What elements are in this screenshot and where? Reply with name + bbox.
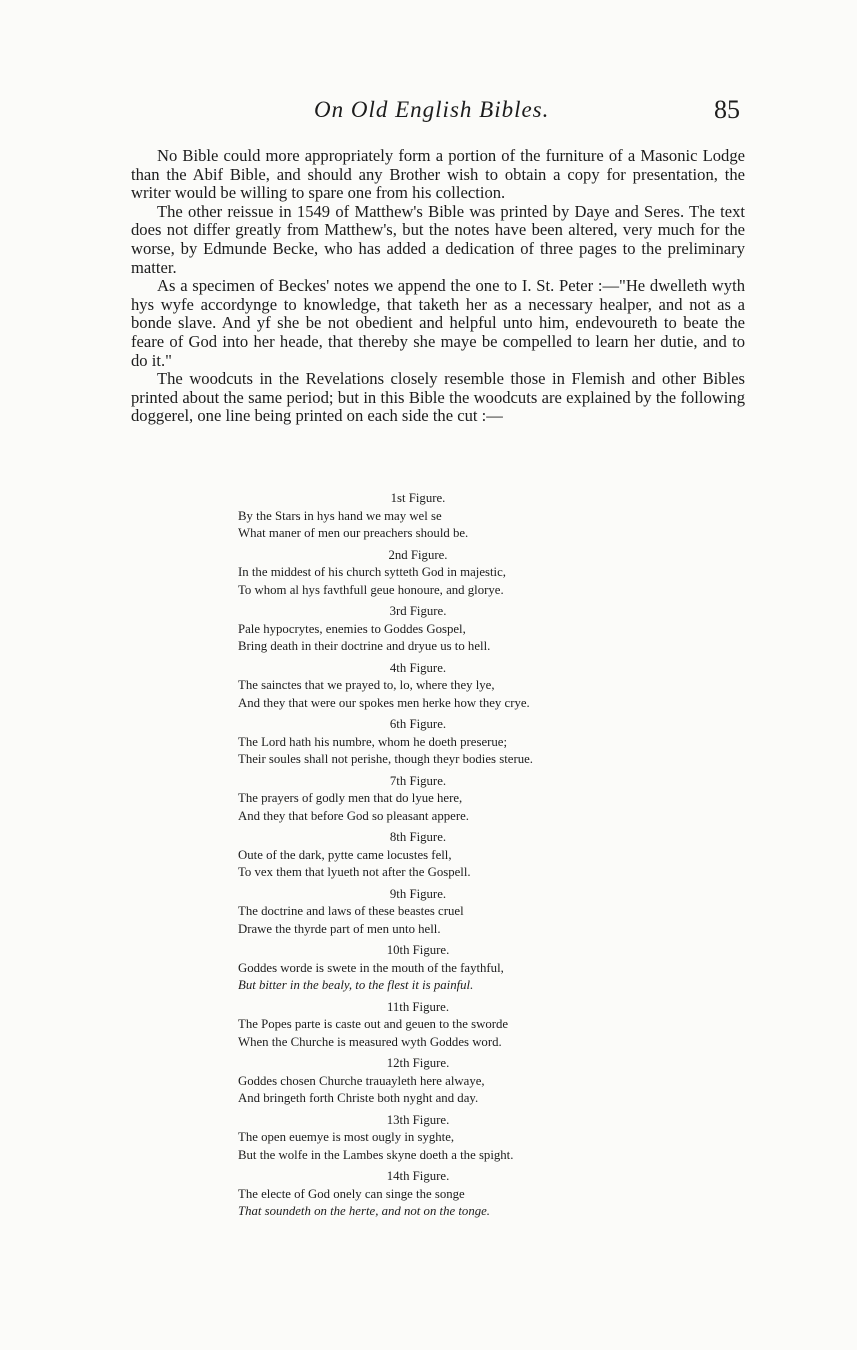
verse-line: To whom al hys favthfull geue honoure, and glorye. xyxy=(238,582,504,597)
verse-line: The prayers of godly men that do lyue here, xyxy=(238,791,463,805)
figure-verse xyxy=(238,490,658,543)
figure-verse xyxy=(238,1055,658,1108)
paragraph-daye-seres: The other reissue in 1549 of Matthew's Bible was printed by Daye and Seres. The text does not differ greatly from Matthew's, but the notes have been altered, very much for the worse, by Edmunde Becke, who has added a dedication of three pages to the preliminary matter. xyxy=(131,201,745,277)
paragraph-beckes-notes: As a specimen of Beckes' notes we append the one to I. St. Peter :—"He dwelleth wyth hys wyfe accordynge to knowledge, that taketh her as a necessary healper, and not as a bonde slave. And yf she be not obedient and helpful unto him, endevoureth to beate the feare of God into her heade, that thereby she maye be compelled to learn her dutie, and to do it." xyxy=(131,276,745,370)
figure-verse xyxy=(238,829,658,882)
verse-line: The doctrine and laws of these beastes cruel xyxy=(238,904,464,918)
verse-line: And they that were our spokes men herke how they crye. xyxy=(238,695,530,710)
verse-line: And they that before God so pleasant appere. xyxy=(238,808,469,823)
verse-line: Their soules shall not perishe, though theyr bodies sterue. xyxy=(238,752,533,766)
figure-title: 4th Figure. xyxy=(389,660,447,675)
verse-line: Oute of the dark, pytte came locustes fell, xyxy=(238,847,452,862)
verse-line: In the middest of his church sytteth God in majestic, xyxy=(238,565,506,579)
verse-line: The Lord hath his numbre, whom he doeth preserue; xyxy=(238,734,508,749)
verse-line: The Popes parte is caste out and geuen to the sworde xyxy=(238,1017,509,1031)
figure-verse xyxy=(238,603,658,656)
figure-verse xyxy=(238,942,658,995)
page-number: 85 xyxy=(714,95,740,124)
doggerel-verses xyxy=(238,490,658,1225)
figure-verse xyxy=(238,1168,658,1221)
verse-line: And bringeth forth Christe both nyght and day. xyxy=(238,1091,479,1105)
figure-verse xyxy=(238,716,658,769)
body-text xyxy=(131,147,745,426)
figure-title: 7th Figure. xyxy=(389,773,447,788)
verse-line: What maner of men our preachers should be. xyxy=(238,526,469,540)
figure-title: 1st Figure. xyxy=(390,491,446,505)
figure-verse xyxy=(238,886,658,939)
running-title: On Old English Bibles. xyxy=(314,97,550,122)
paragraph-woodcuts: The woodcuts in the Revelations closely resemble those in Flemish and other Bibles printed about the same period; but in this Bible the woodcuts are explained by the following doggerel, one line being printed on each side the cut :— xyxy=(131,369,745,426)
figure-verse xyxy=(238,999,658,1052)
figure-verse xyxy=(238,547,658,600)
verse-line: The open euemye is most ougly in syghte, xyxy=(238,1130,455,1144)
figure-title: 6th Figure. xyxy=(389,717,447,731)
figure-title: 13th Figure. xyxy=(386,1112,450,1127)
verse-line: The electe of God onely can singe the songe xyxy=(238,1186,465,1201)
figure-title: 9th Figure. xyxy=(389,886,447,901)
figure-title: 12th Figure. xyxy=(386,1056,450,1070)
verse-line: Bring death in their doctrine and dryue us to hell. xyxy=(238,639,491,653)
verse-line: By the Stars in hys hand we may wel se xyxy=(238,508,442,523)
running-header xyxy=(0,95,857,135)
figure-title: 3rd Figure. xyxy=(389,604,447,618)
verse-line: Drawe the thyrde part of men unto hell. xyxy=(238,921,441,936)
verse-line: Pale hypocrytes, enemies to Goddes Gospel, xyxy=(238,621,466,636)
verse-line: To vex them that lyueth not after the Gospell. xyxy=(238,865,471,879)
paragraph-abif-bible: No Bible could more appropriately form a portion of the furniture of a Masonic Lodge than the Abif Bible, and should any Brother wish to obtain a copy for presentation, the writer would be willing to spare one from his collection. xyxy=(131,146,745,203)
verse-line: That soundeth on the herte, and not on the tonge. xyxy=(238,1204,491,1218)
verse-line: Goddes chosen Churche trauayleth here alwaye, xyxy=(238,1073,485,1088)
verse-line: But bitter in the bealy, to the flest it is painful. xyxy=(238,978,474,992)
figure-verse xyxy=(238,660,658,713)
figure-title: 10th Figure. xyxy=(386,943,450,957)
figure-title: 11th Figure. xyxy=(386,999,450,1014)
verse-line: The sainctes that we prayed to, lo, where they lye, xyxy=(238,678,495,692)
verse-line: When the Churche is measured wyth Goddes word. xyxy=(238,1034,502,1049)
figure-verse xyxy=(238,773,658,826)
figure-title: 8th Figure. xyxy=(389,830,447,844)
figure-title: 14th Figure. xyxy=(386,1169,450,1183)
verse-line: But the wolfe in the Lambes skyne doeth a the spight. xyxy=(238,1147,514,1162)
verse-line: Goddes worde is swete in the mouth of the faythful, xyxy=(238,960,504,975)
figure-title: 2nd Figure. xyxy=(388,547,448,562)
figure-verse xyxy=(238,1112,658,1165)
